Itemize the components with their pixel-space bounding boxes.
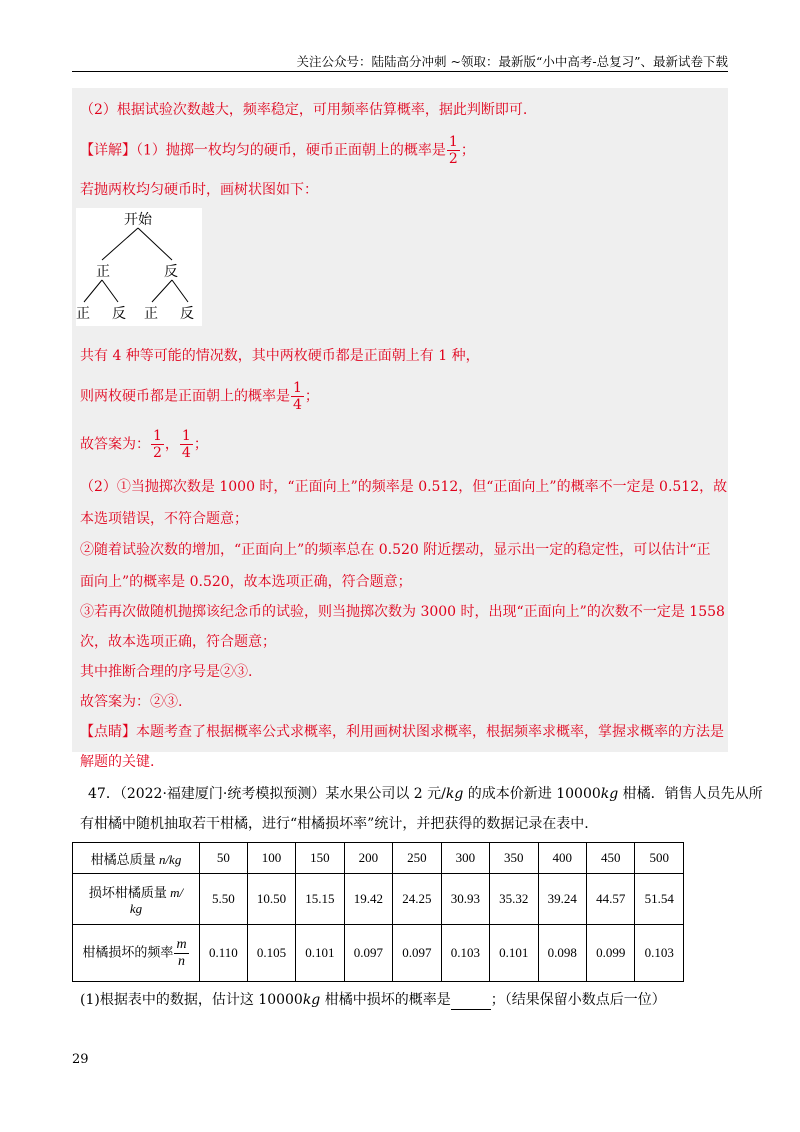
- part2-line-7: 其中推断合理的序号是②③.: [80, 664, 253, 680]
- tree-leaf-3: 正: [144, 306, 158, 322]
- fraction-half: $\frac{1}{2}$: [448, 134, 458, 167]
- tree-leaf-4: 反: [180, 306, 194, 322]
- answer-line-1: 故答案为： $\frac{1}{2}$ ， $\frac{1}{4}$ ；: [80, 428, 208, 461]
- orange-data-table: [72, 842, 684, 982]
- tree-node-1: 正: [96, 264, 110, 280]
- fraction-quarter: $\frac{1}{4}$: [293, 380, 302, 413]
- page-number: 29: [72, 1052, 89, 1067]
- tree-leaf-1: 正: [76, 306, 90, 322]
- sub-question-1: (1)根据表中的数据，估计这 10000kg 柑橘中损坏的概率是 ；（结果保留小数点后一位）: [80, 992, 666, 1008]
- part2-line-3: ②随着试验次数的增加，“正面向上”的频率总在 0.520 附近摆动，显示出一定的稳定性，可以估计“正: [80, 542, 711, 558]
- comment-tag: 【点睛】: [80, 724, 136, 740]
- comment-line-1: 【点睛】本题考查了根据概率公式求概率，利用画树状图求概率，根据频率求概率，掌握求概率的方法是: [80, 724, 724, 740]
- detail-line-1: 【详解】（1）抛掷一枚均匀的硬币，硬币正面朝上的概率是 $\frac{1}{2}$ ；: [80, 134, 475, 167]
- tree-leaf-2: 反: [112, 306, 126, 322]
- part2-line-1: （2）①当抛掷次数是 1000 时，“正面向上”的频率是 0.512，但“正面向上”的概率不一定是 0.512，故: [80, 479, 728, 495]
- table-row: 柑橘总质量 n/kg 50 100 150 200 250 300 350 400 450 500: [73, 843, 684, 874]
- table-row: 柑橘损坏的频率 $\frac{m}{n}$ 0.110 0.105 0.101 0.097 0.097 0.103 0.101 0.098 0.099 0.103: [73, 925, 684, 982]
- question-47-line-2: 有柑橘中随机抽取若干柑橘，进行“柑橘损坏率”统计，并把获得的数据记录在表中.: [80, 816, 589, 832]
- tree-node-2: 反: [164, 264, 178, 280]
- question-47-line-1: 47．（2022·福建厦门·统考模拟预测）某水果公司以 2 元/kg 的成本价新进 10000kg 柑橘．销售人员先从所: [88, 786, 763, 802]
- part2-line-4: 面向上”的概率是 0.520，故本选项正确，符合题意；: [80, 574, 412, 590]
- tree-root: 开始: [124, 212, 152, 228]
- answer-blank[interactable]: [451, 995, 491, 1010]
- comment-line-2: 解题的关键.: [80, 754, 155, 770]
- page-header: 关注公众号：陆陆高分冲刺 ~领取：最新版“小中高考-总复习”、最新试卷下载: [296, 54, 728, 69]
- part2-line-6: 次，故本选项正确，符合题意；: [80, 634, 276, 650]
- header-rule: [72, 71, 728, 72]
- analysis-line-2: （2）根据试验次数越大，频率稳定，可用频率估算概率，据此判断即可.: [80, 102, 528, 118]
- table-row: 损坏柑橘质量 m/ kg 5.50 10.50 15.15 19.42 24.25 30.93 35.32 39.24 44.57 51.54: [73, 874, 684, 925]
- part2-line-5: ③若再次做随机抛掷该纪念币的试验，则当抛掷次数为 3000 时，出现“正面向上”的次数不一定是 1558: [80, 604, 725, 620]
- both-heads-probability: 则两枚硬币都是正面朝上的概率是 $\frac{1}{4}$ ；: [80, 380, 319, 413]
- tree-intro: 若抛两枚均匀硬币时，画树状图如下：: [80, 182, 318, 198]
- answer-line-2: 故答案为：②③.: [80, 694, 183, 710]
- outcome-count: 共有 4 种等可能的情况数，其中两枚硬币都是正面朝上有 1 种，: [80, 348, 480, 364]
- part2-line-2: 本选项错误，不符合题意；: [80, 511, 248, 527]
- tree-diagram: [76, 208, 202, 326]
- detail-tag: 【详解】: [80, 142, 136, 159]
